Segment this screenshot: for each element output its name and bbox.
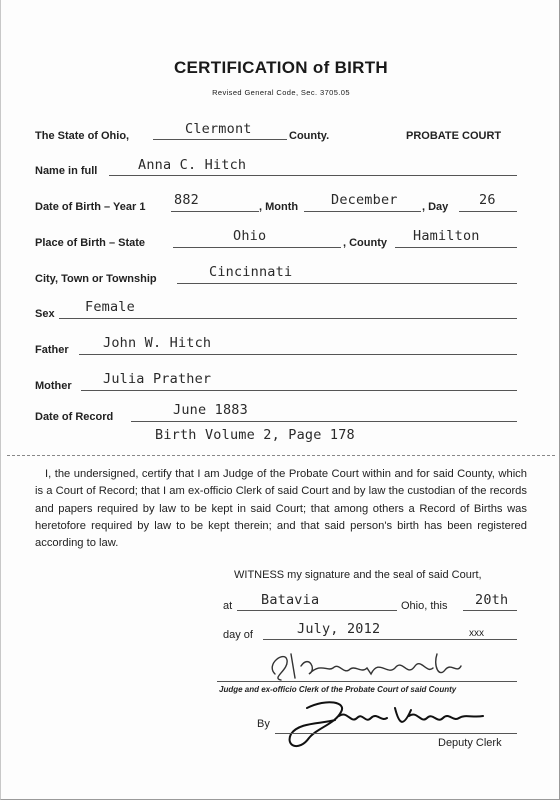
day-value: 26 bbox=[479, 192, 496, 208]
father-underline bbox=[79, 354, 517, 355]
place-value: Batavia bbox=[261, 592, 320, 608]
city-label: City, Town or Township bbox=[35, 273, 157, 285]
pob-county-underline bbox=[395, 247, 517, 248]
pob-county-label: , County bbox=[343, 237, 387, 249]
city-underline bbox=[177, 283, 517, 284]
day-label: , Day bbox=[422, 201, 449, 213]
statute-reference: Revised General Code, Sec. 3705.05 bbox=[212, 88, 350, 97]
mother-underline bbox=[81, 390, 517, 391]
month-label: , Month bbox=[259, 201, 299, 213]
state-label: The State of Ohio, bbox=[35, 130, 130, 142]
judge-signature-line bbox=[217, 681, 517, 682]
pob-state-value: Ohio bbox=[233, 228, 267, 244]
name-label: Name in full bbox=[35, 165, 98, 177]
pob-state-underline bbox=[173, 247, 341, 248]
record-label: Date of Record bbox=[35, 411, 114, 423]
city-value: Cincinnati bbox=[209, 264, 293, 280]
dob-label: Date of Birth – Year 1 bbox=[35, 201, 146, 213]
xxx-mark: xxx bbox=[469, 628, 484, 639]
ohio-this-label: Ohio, this bbox=[401, 600, 448, 612]
name-underline bbox=[109, 175, 517, 176]
sex-label: Sex bbox=[35, 308, 55, 320]
mother-label: Mother bbox=[35, 380, 72, 392]
at-label: at bbox=[223, 600, 233, 612]
place-underline bbox=[237, 610, 397, 611]
witness-date-underline bbox=[263, 639, 517, 640]
sex-value: Female bbox=[85, 299, 135, 315]
witness-statement: WITNESS my signature and the seal of said Court, bbox=[234, 569, 482, 581]
day-underline bbox=[459, 211, 517, 212]
county-label: County. bbox=[289, 130, 330, 142]
witness-day-underline bbox=[463, 610, 517, 611]
record-date-value: June 1883 bbox=[173, 402, 248, 418]
father-label: Father bbox=[35, 344, 69, 356]
dob-year-value: 882 bbox=[174, 192, 199, 208]
county-value: Clermont bbox=[185, 121, 252, 137]
deputy-caption: Deputy Clerk bbox=[438, 737, 502, 749]
father-value: John W. Hitch bbox=[103, 335, 212, 351]
name-value: Anna C. Hitch bbox=[138, 157, 247, 173]
sex-underline bbox=[59, 318, 517, 319]
judge-signature bbox=[257, 644, 487, 686]
certificate-title: CERTIFICATION of BIRTH bbox=[173, 58, 389, 77]
year-underline bbox=[171, 211, 259, 212]
county-underline bbox=[153, 139, 287, 140]
witness-date-value: July, 2012 bbox=[297, 621, 381, 637]
judge-caption: Judge and ex-officio Clerk of the Probate Court of said County bbox=[219, 685, 457, 694]
record-underline bbox=[131, 421, 517, 422]
record-reference: Birth Volume 2, Page 178 bbox=[155, 427, 355, 443]
witness-day-value: 20th bbox=[475, 592, 509, 608]
certification-paragraph: I, the undersigned, certify that I am Judge of the Probate Court within and for said County, which is a Court of Record; that I am ex-officio Clerk of said Court and by law the custodian of the records and papers required by law to be kept in said Court; that among others a Record of Births was heretofore required by law to be kept therein; and that said person's birth has been registered according to law. bbox=[35, 468, 527, 550]
court-label: PROBATE COURT bbox=[406, 130, 502, 142]
deputy-signature-line bbox=[275, 733, 517, 734]
section-divider bbox=[7, 455, 555, 456]
by-label: By bbox=[257, 718, 270, 730]
pob-county-value: Hamilton bbox=[413, 228, 480, 244]
month-underline bbox=[304, 211, 421, 212]
day-of-label: day of bbox=[223, 629, 253, 641]
mother-value: Julia Prather bbox=[103, 371, 212, 387]
pob-label: Place of Birth – State bbox=[35, 237, 146, 249]
month-value: December bbox=[331, 192, 398, 208]
